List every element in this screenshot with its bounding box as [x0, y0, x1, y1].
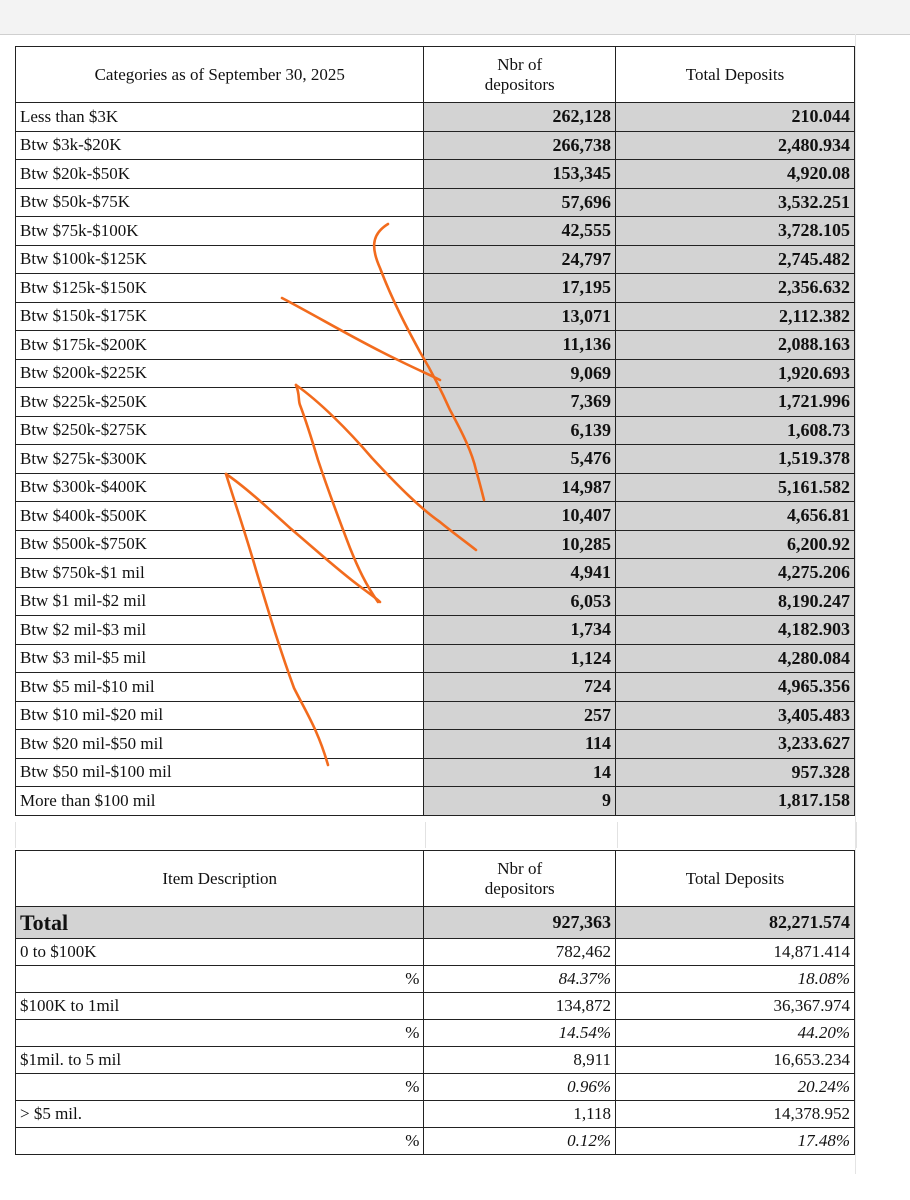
depositor-count: 42,555: [424, 217, 616, 246]
category-label: Btw $750k-$1 mil: [16, 559, 424, 588]
category-label: Btw $2 mil-$3 mil: [16, 616, 424, 645]
header-categories: Categories as of September 30, 2025: [16, 47, 424, 103]
total-deposits: 82,271.574: [616, 907, 855, 939]
total-depositors: 927,363: [424, 907, 616, 939]
deposit-total: 4,275.206: [616, 559, 855, 588]
percent-deposits: 17.48%: [616, 1128, 855, 1155]
deposit-total: 957.328: [616, 758, 855, 787]
category-label: Btw $300k-$400K: [16, 473, 424, 502]
category-label: Btw $5 mil-$10 mil: [16, 673, 424, 702]
depositor-count: 9,069: [424, 359, 616, 388]
deposit-total: 4,182.903: [616, 616, 855, 645]
table-row: [16, 730, 855, 759]
percent-deposits: 44.20%: [616, 1020, 855, 1047]
table-row: [16, 644, 855, 673]
summary-row: [16, 1047, 855, 1074]
depositor-count: 14,987: [424, 473, 616, 502]
summary-deposits: 16,653.234: [616, 1047, 855, 1074]
table-row: [16, 587, 855, 616]
percent-depositors: 14.54%: [424, 1020, 616, 1047]
depositor-count: 57,696: [424, 188, 616, 217]
depositor-count: 257: [424, 701, 616, 730]
depositor-count: 9: [424, 787, 616, 816]
category-label: Btw $250k-$275K: [16, 416, 424, 445]
summary-depositors: 134,872: [424, 993, 616, 1020]
percent-depositors: 0.96%: [424, 1074, 616, 1101]
header-nbr-depositors: Nbr of depositors: [424, 851, 616, 907]
category-label: Btw $75k-$100K: [16, 217, 424, 246]
table-row: [16, 302, 855, 331]
deposit-total: 3,405.483: [616, 701, 855, 730]
category-label: Btw $50k-$75K: [16, 188, 424, 217]
deposit-total: 1,519.378: [616, 445, 855, 474]
summary-depositors: 782,462: [424, 939, 616, 966]
depositor-count: 153,345: [424, 160, 616, 189]
table-row: [16, 160, 855, 189]
deposit-total: 4,280.084: [616, 644, 855, 673]
depositor-count: 724: [424, 673, 616, 702]
deposit-total: 210.044: [616, 103, 855, 132]
summary-deposits: 14,378.952: [616, 1101, 855, 1128]
summary-label: $100K to 1mil: [16, 993, 424, 1020]
summary-header-row: [16, 851, 855, 907]
category-label: Btw $10 mil-$20 mil: [16, 701, 424, 730]
category-label: Btw $50 mil-$100 mil: [16, 758, 424, 787]
summary-depositors: 8,911: [424, 1047, 616, 1074]
depositor-count: 114: [424, 730, 616, 759]
category-label: Btw $225k-$250K: [16, 388, 424, 417]
category-label: Btw $20k-$50K: [16, 160, 424, 189]
percent-depositors: 84.37%: [424, 966, 616, 993]
category-label: Btw $100k-$125K: [16, 245, 424, 274]
percent-symbol: %: [16, 1128, 424, 1155]
deposit-total: 8,190.247: [616, 587, 855, 616]
percent-symbol: %: [16, 1020, 424, 1047]
header-total-deposits: Total Deposits: [616, 47, 855, 103]
depositor-count: 5,476: [424, 445, 616, 474]
category-label: Btw $200k-$225K: [16, 359, 424, 388]
category-label: More than $100 mil: [16, 787, 424, 816]
page-edge: [855, 34, 856, 1174]
total-row: [16, 907, 855, 939]
table-row: [16, 359, 855, 388]
summary-depositors: 1,118: [424, 1101, 616, 1128]
depositor-count: 6,053: [424, 587, 616, 616]
depositor-count: 10,407: [424, 502, 616, 531]
deposit-total: 5,161.582: [616, 473, 855, 502]
deposit-total: 4,965.356: [616, 673, 855, 702]
deposit-total: 2,356.632: [616, 274, 855, 303]
summary-table-body: [16, 939, 855, 1155]
depositor-count: 13,071: [424, 302, 616, 331]
deposit-total: 4,920.08: [616, 160, 855, 189]
table-header-row: [16, 47, 855, 103]
table-row: [16, 217, 855, 246]
depositor-count: 6,139: [424, 416, 616, 445]
table-row: [16, 331, 855, 360]
header-total-deposits: Total Deposits: [616, 851, 855, 907]
percent-depositors: 0.12%: [424, 1128, 616, 1155]
category-label: Btw $175k-$200K: [16, 331, 424, 360]
category-label: Btw $275k-$300K: [16, 445, 424, 474]
summary-deposits: 14,871.414: [616, 939, 855, 966]
category-label: Btw $20 mil-$50 mil: [16, 730, 424, 759]
table-row: [16, 673, 855, 702]
deposit-total: 1,721.996: [616, 388, 855, 417]
percent-deposits: 20.24%: [616, 1074, 855, 1101]
depositor-count: 17,195: [424, 274, 616, 303]
depositor-count: 4,941: [424, 559, 616, 588]
depositor-count: 266,738: [424, 131, 616, 160]
depositor-count: 262,128: [424, 103, 616, 132]
category-label: Btw $400k-$500K: [16, 502, 424, 531]
summary-percent-row: [16, 1020, 855, 1047]
header-nbr-depositors: Nbr of depositors: [424, 47, 616, 103]
table-row: [16, 274, 855, 303]
table-row: [16, 473, 855, 502]
deposit-total: 6,200.92: [616, 530, 855, 559]
category-label: Btw $150k-$175K: [16, 302, 424, 331]
header-item-description: Item Description: [16, 851, 424, 907]
summary-table: [15, 850, 855, 1155]
deposit-total: 1,817.158: [616, 787, 855, 816]
depositor-count: 1,124: [424, 644, 616, 673]
category-label: Btw $3 mil-$5 mil: [16, 644, 424, 673]
summary-label: $1mil. to 5 mil: [16, 1047, 424, 1074]
deposit-total: 2,480.934: [616, 131, 855, 160]
category-label: Btw $1 mil-$2 mil: [16, 587, 424, 616]
table-row: [16, 131, 855, 160]
depositor-count: 1,734: [424, 616, 616, 645]
table-row: [16, 616, 855, 645]
depositor-count: 14: [424, 758, 616, 787]
browser-top-bar: [0, 0, 910, 35]
deposit-total: 2,745.482: [616, 245, 855, 274]
percent-deposits: 18.08%: [616, 966, 855, 993]
percent-symbol: %: [16, 966, 424, 993]
table-row: [16, 559, 855, 588]
deposit-total: 3,233.627: [616, 730, 855, 759]
summary-percent-row: [16, 1074, 855, 1101]
deposit-total: 3,532.251: [616, 188, 855, 217]
summary-percent-row: [16, 966, 855, 993]
table-row: [16, 388, 855, 417]
table-row: [16, 502, 855, 531]
summary-row: [16, 993, 855, 1020]
table-row: [16, 787, 855, 816]
categories-table-body: [16, 103, 855, 816]
depositor-count: 24,797: [424, 245, 616, 274]
table-row: [16, 701, 855, 730]
table-row: [16, 445, 855, 474]
deposit-total: 4,656.81: [616, 502, 855, 531]
depositor-categories-table: [15, 46, 855, 816]
total-label: Total: [16, 907, 424, 939]
category-label: Less than $3K: [16, 103, 424, 132]
table-row: [16, 758, 855, 787]
depositor-count: 7,369: [424, 388, 616, 417]
category-label: Btw $3k-$20K: [16, 131, 424, 160]
percent-symbol: %: [16, 1074, 424, 1101]
category-label: Btw $500k-$750K: [16, 530, 424, 559]
summary-percent-row: [16, 1128, 855, 1155]
depositor-count: 11,136: [424, 331, 616, 360]
summary-deposits: 36,367.974: [616, 993, 855, 1020]
table-row: [16, 245, 855, 274]
deposit-total: 2,088.163: [616, 331, 855, 360]
category-label: Btw $125k-$150K: [16, 274, 424, 303]
summary-row: [16, 1101, 855, 1128]
table-row: [16, 188, 855, 217]
summary-label: 0 to $100K: [16, 939, 424, 966]
deposit-total: 2,112.382: [616, 302, 855, 331]
page-divider: [0, 34, 910, 35]
summary-label: > $5 mil.: [16, 1101, 424, 1128]
table-spacer: [15, 822, 857, 848]
table-row: [16, 416, 855, 445]
table-row: [16, 103, 855, 132]
summary-row: [16, 939, 855, 966]
deposit-total: 1,608.73: [616, 416, 855, 445]
deposit-total: 1,920.693: [616, 359, 855, 388]
table-row: [16, 530, 855, 559]
deposit-total: 3,728.105: [616, 217, 855, 246]
depositor-count: 10,285: [424, 530, 616, 559]
